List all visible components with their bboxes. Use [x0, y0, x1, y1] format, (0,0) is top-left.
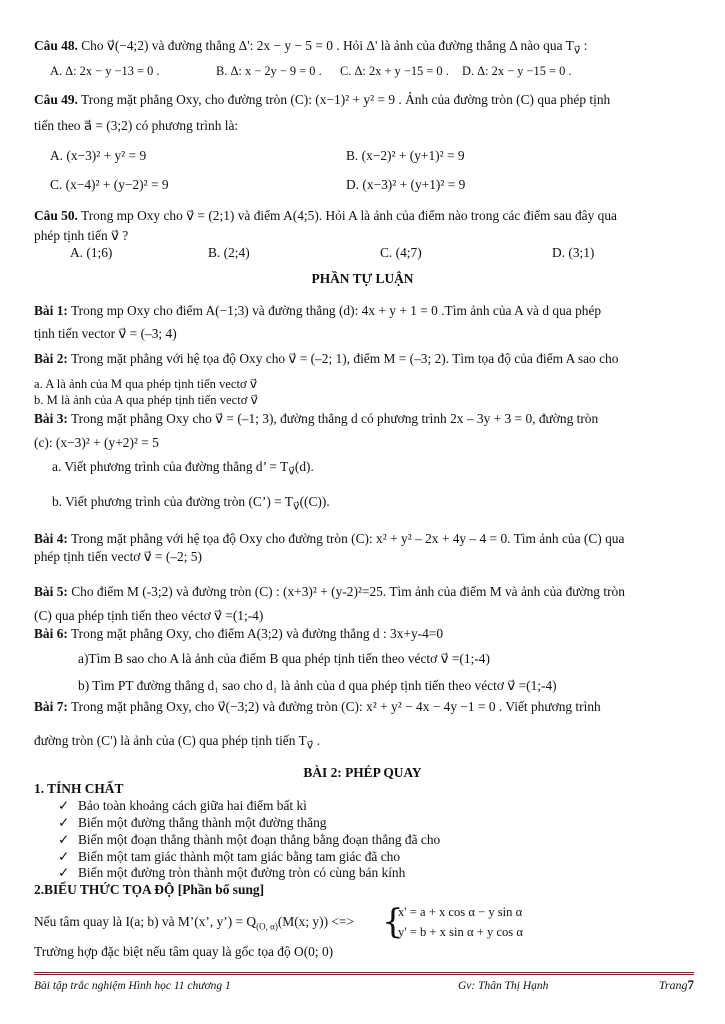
- exercise-6: [34, 626, 443, 642]
- rotation-eq-y: y' = b + x sin α + y cos α: [398, 925, 523, 939]
- exercise-text: Trong mặt phẳng Oxy, cho v⃗(−3;2) và đường tròn (C): x² + y² − 4x − 4y −1 = 0 . Viết phương trình: [67, 699, 601, 714]
- exercise-text-cont: phép tịnh tiến vectơ v⃗ = (–2; 5): [34, 549, 202, 564]
- exercise-7-end: .: [313, 733, 321, 748]
- page-label: Trang: [658, 978, 688, 992]
- page-num: 7: [687, 977, 694, 992]
- question-text-cont: phép tịnh tiến v⃗ ?: [34, 228, 129, 243]
- option-d: D. Δ: 2x − y −15 = 0 .: [462, 64, 572, 78]
- exercise-7: [34, 699, 601, 715]
- property-item: [58, 832, 440, 848]
- exercise-text: Trong mặt phẳng với hệ tọa độ Oxy cho đường tròn (C): x² + y² – 2x + 4y – 4 = 0. Tìm ảnh của (C) qua: [67, 531, 625, 546]
- property-item: [58, 849, 400, 865]
- rotation-eq-x: x' = a + x cos α − y sin α: [398, 905, 523, 919]
- properties-heading: 1. TÍNH CHẤT: [34, 781, 124, 796]
- coord-text: Nếu tâm quay là I(a; b) và M’(x’, y’) = Q: [34, 914, 257, 929]
- exercise-2a: a. A là ảnh của M qua phép tịnh tiến vectơ v⃗: [34, 377, 258, 391]
- coord-formula: [34, 914, 354, 935]
- question-50: [34, 208, 617, 224]
- exercise-text-cont: [34, 733, 320, 754]
- property-text: Biến một đoạn thẳng thành một đoạn thẳng bằng đoạn thẳng đã cho: [78, 832, 441, 847]
- exercise-text: Trong mặt phẳng Oxy, cho điểm A(3;2) và đường thẳng d : 3x+y-4=0: [67, 626, 444, 641]
- exercise-text: Trong mặt phẳng với hệ tọa độ Oxy cho v⃗ = (–2; 1), điểm M = (–3; 2). Tìm tọa độ của điểm A sao cho: [67, 351, 619, 366]
- question-text-cont: tiến theo a⃗ = (3;2) có phương trình là:: [34, 118, 239, 133]
- option-d: D. (x−3)² + (y+1)² = 9: [346, 177, 466, 192]
- option-a: A. (1;6): [70, 245, 113, 260]
- exercise-2b: b. M là ảnh của A qua phép tịnh tiến vectơ v⃗: [34, 393, 258, 407]
- exercise-2: [34, 351, 618, 367]
- exercise-text: Trong mặt phẳng Oxy cho v⃗ = (–1; 3), đường thẳng d có phương trình 2x – 3y + 3 = 0, đường tròn: [67, 411, 599, 426]
- exercise-label: Bài 5:: [34, 584, 68, 599]
- rotation-subscript: (O, α): [256, 921, 278, 932]
- property-text: Biến một đường tròn thành một đường tròn có cùng bán kính: [78, 865, 406, 880]
- exercise-label: Bài 6:: [34, 626, 68, 641]
- exercise-3b: [52, 494, 330, 515]
- option-a: A. Δ: 2x − y −13 = 0 .: [50, 64, 160, 78]
- lesson-title: BÀI 2: PHÉP QUAY: [303, 765, 422, 780]
- exercise-label: Bài 7:: [34, 699, 68, 714]
- option-b: B. Δ: x − 2y − 9 = 0 .: [216, 64, 322, 78]
- exercise-text-cont: (C) qua phép tịnh tiến theo véctơ v⃗ =(1;-4): [34, 608, 264, 623]
- question-label: Câu 49.: [34, 92, 78, 107]
- exercise-3a-end: (d).: [294, 459, 314, 474]
- option-a: A. (x−3)² + y² = 9: [50, 148, 147, 163]
- property-item: [58, 798, 307, 814]
- question-text: Trong mặt phẳng Oxy, cho đường tròn (C): (x−1)² + y² = 9 . Ảnh của đường tròn (C) qua phép tịnh: [77, 92, 611, 107]
- exercise-label: Bài 2:: [34, 351, 68, 366]
- option-d: D. (3;1): [552, 245, 595, 260]
- property-text: Bảo toàn khoảng cách giữa hai điểm bất kì: [78, 798, 307, 813]
- exercise-5: [34, 584, 625, 600]
- exercise-1: [34, 303, 601, 319]
- vector-subscript: v⃗: [292, 500, 300, 513]
- question-text: Trong mp Oxy cho v⃗ = (2;1) và điểm A(4;5). Hỏi A là ảnh của điểm nào trong các điểm sau đây qua: [77, 208, 618, 223]
- check-icon: ✓: [58, 798, 70, 813]
- exercise-6a: a)Tìm B sao cho A là ảnh của điểm B qua phép tịnh tiến theo véctơ v⃗ =(1;-4): [78, 651, 490, 666]
- exercise-6b: b) Tìm PT đường thẳng d₁ sao cho d₁ là ảnh của d qua phép tịnh tiến theo véctơ v⃗ =(1;-4): [78, 678, 557, 693]
- question-49: [34, 92, 610, 108]
- property-item: [58, 815, 327, 831]
- property-item: [58, 865, 405, 881]
- exercise-text: Cho điểm M (-3;2) và đường tròn (C) : (x+3)² + (y-2)²=25. Tìm ảnh của điểm M và ảnh của đường tròn: [67, 584, 625, 599]
- exercise-3b-text: b. Viết phương trình của đường tròn (C’) = T: [52, 494, 293, 509]
- coord-text-end: (M(x; y)) <=>: [277, 914, 355, 929]
- check-icon: ✓: [58, 815, 70, 830]
- question-end: :: [580, 38, 588, 53]
- exercise-label: Bài 1:: [34, 303, 68, 318]
- exercise-label: Bài 3:: [34, 411, 68, 426]
- check-icon: ✓: [58, 865, 70, 880]
- exercise-text-cont: tịnh tiến vector v⃗ = (–3; 4): [34, 326, 177, 341]
- option-b: B. (2;4): [208, 245, 250, 260]
- exercise-7-text: đường tròn (C') là ảnh của (C) qua phép tịnh tiến T: [34, 733, 307, 748]
- exercise-text-cont: (c): (x−3)² + (y+2)² = 5: [34, 435, 159, 450]
- exercise-3a-text: a. Viết phương trình của đường thẳng d’ = T: [52, 459, 289, 474]
- check-icon: ✓: [58, 849, 70, 864]
- exercise-3a: [52, 459, 314, 480]
- option-c: C. (4;7): [380, 245, 422, 260]
- property-text: Biến một đường thẳng thành một đường thẳng: [78, 815, 327, 830]
- vector-subscript: v⃗: [288, 465, 295, 478]
- exercise-3: [34, 411, 598, 427]
- exercise-3b-end: ((C)).: [299, 494, 330, 509]
- option-b: B. (x−2)² + (y+1)² = 9: [346, 148, 465, 163]
- page-number: [659, 977, 694, 993]
- special-case: Trường hợp đặc biệt nếu tâm quay là gốc tọa độ O(0; 0): [34, 944, 334, 959]
- question-label: Câu 48.: [34, 38, 78, 53]
- exercise-text: Trong mp Oxy cho điểm A(−1;3) và đường thẳng (d): 4x + y + 1 = 0 .Tìm ảnh của A và d qua phép: [67, 303, 602, 318]
- footer-author: Gv: Thân Thị Hạnh: [458, 980, 549, 992]
- exercise-4: [34, 531, 624, 547]
- exercise-label: Bài 4:: [34, 531, 68, 546]
- question-text: Cho v⃗(−4;2) và đường thẳng Δ': 2x − y − 5 = 0 . Hỏi Δ' là ảnh của đường thẳng Δ nào qua T: [77, 38, 574, 53]
- option-c: C. Δ: 2x + y −15 = 0 .: [340, 64, 449, 78]
- section-title: PHẦN TỰ LUẬN: [311, 271, 414, 286]
- question-label: Câu 50.: [34, 208, 78, 223]
- option-c: C. (x−4)² + (y−2)² = 9: [50, 177, 169, 192]
- footer-rule: [34, 972, 694, 975]
- coord-heading: 2.BIỂU THỨC TỌA ĐỘ [Phần bổ sung]: [34, 882, 265, 897]
- vector-subscript: v⃗: [306, 739, 314, 752]
- check-icon: ✓: [58, 832, 70, 847]
- property-text: Biến một tam giác thành một tam giác bằng tam giác đã cho: [78, 849, 401, 864]
- vector-subscript: v⃗: [573, 44, 581, 57]
- system-brace: {: [382, 902, 404, 942]
- question-48: [34, 38, 588, 59]
- footer-title: Bài tập trắc nghiệm Hình học 11 chương 1: [34, 980, 231, 992]
